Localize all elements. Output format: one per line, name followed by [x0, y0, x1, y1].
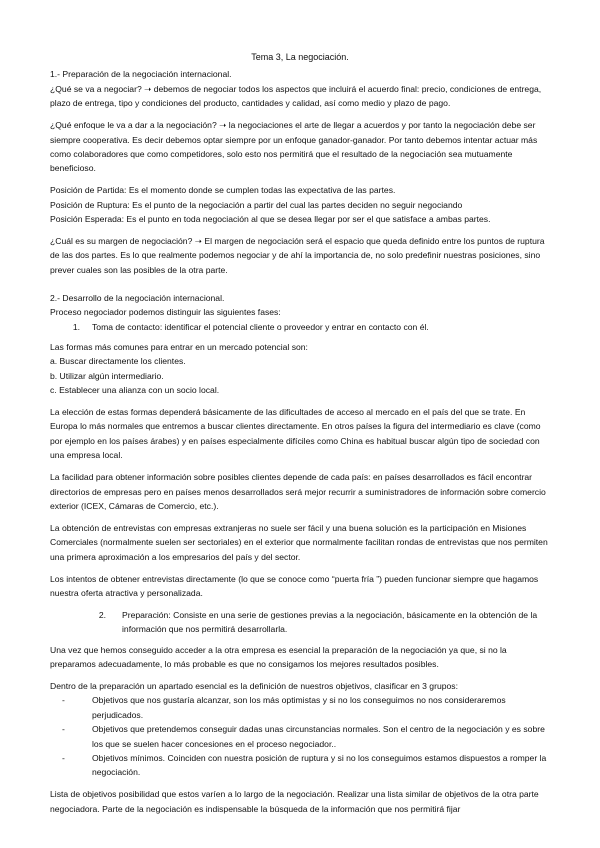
form-a: a. Buscar directamente los clientes. [50, 356, 186, 367]
forms-block [50, 340, 550, 398]
phase-1-text: Toma de contacto: identificar el potencial cliente o proveedor y entrar en contacto con él. [92, 321, 429, 332]
positions-block [50, 183, 550, 226]
posicion-ruptura: Posición de Ruptura: Es el punto de la negociación a partir del cual las partes deciden no seguir negociando [50, 199, 463, 210]
paragraph-facilidad: La facilidad para obtener información sobre posibles clientes depende de cada país: en países desarrollados es fácil encontrar directorios de empresas pero en países menos desarrollados será mejor recurrir a suministradores de información sobre comercio exterior (ICEX, Cámaras de Comercio, etc.). [50, 472, 546, 511]
document-title: Tema 3, La negociación. [251, 52, 349, 62]
phase-2-item [50, 608, 550, 637]
section-2-intro: Proceso negociador podemos distinguir las siguientes fases: [50, 307, 281, 318]
paragraph-lista-objetivos: Lista de objetivos posibilidad que estos varíen a lo largo de la negociación. Realizar una lista similar de objetivos de la otra parte negociadora. Parte de la negociación es indispensable la búsqueda de la información que nos permitirá fijar [50, 789, 539, 814]
objective-text: Objetivos mínimos. Coinciden con nuestra posición de ruptura y si no los conseguimos estamos dispuestos a romper la negociación. [92, 753, 547, 778]
phase-2-number: 2. [98, 609, 106, 620]
forms-intro: Las formas más comunes para entrar en un mercado potencial son: [50, 341, 308, 352]
objectives-list [50, 693, 550, 779]
posicion-esperada: Posición Esperada: Es el punto en toda negociación al que se desea llegar por ser el que satisface a ambas partes. [50, 214, 491, 225]
form-c: c. Establecer una alianza con un socio local. [50, 385, 220, 396]
document-page [50, 50, 550, 824]
objective-text: Objetivos que pretendemos conseguir dadas unas circunstancias normales. Son el centro de la negociación y es sobre los que se suelen hacer concesiones en el proceso negociador.. [92, 724, 545, 749]
list-item [50, 751, 550, 780]
paragraph-eleccion: La elección de estas formas dependerá básicamente de las dificultades de acceso al mercado en el país del que se trate. En Europa lo más normales que entremos a buscar clientes directamente. En otros países la figura del intermediario es clave (como por ejemplo en los países árabes) y en países especialmente difíciles como China es habitual buscar algún tipo de sociedad con una empresa local. [50, 407, 541, 461]
phase-2-text: Preparación: Consiste en una serie de gestiones previas a la negociación, básicamente en la obtención de la información que nos permitirá desarrollarla. [122, 609, 538, 635]
posicion-partida: Posición de Partida: Es el momento donde se cumplen todas las expectativa de las partes. [50, 185, 396, 196]
section-1-heading: 1.- Preparación de la negociación internacional. [50, 69, 232, 80]
paragraph-objetivos-intro: Dentro de la preparación un apartado esencial es la definición de nuestros objetivos, clasificar en 3 grupos: [50, 681, 458, 692]
phase-1-item [50, 320, 550, 334]
section-2-heading: 2.- Desarrollo de la negociación internacional. [50, 292, 225, 303]
objective-text: Objetivos que nos gustaría alcanzar, son los más optimistas y si no los conseguimos no nos consideraremos perjudicados. [92, 695, 506, 720]
paragraph-que-negociar: ¿Qué se va a negociar? ➝ debemos de negociar todos los aspectos que incluirá el acuerdo final: precio, condiciones de entrega, plazo de entrega, tipo y condiciones del producto, cantidades y calidad, así como medio y plazo de pago. [50, 83, 542, 109]
list-item [50, 693, 550, 722]
bullet-marker: - [62, 753, 65, 764]
paragraph-enfoque: ¿Qué enfoque le va a dar a la negociación? ➝ la negociaciones el arte de llegar a acuerdos y por tanto la negociación debe ser siempre cooperativa. Es decir debemos optar siempre por un enfoque ganador-ganador. Por tanto debemos intentar actuar más como colaboradores que como competidores, solo esto nos permitirá que el resultado de la negociación sea mutuamente beneficioso. [50, 120, 538, 174]
paragraph-preparacion: Una vez que hemos conseguido acceder a la otra empresa es esencial la preparación de la negociación ya que, si no la preparamos adecuadamente, lo más probable es que no consigamos los mejores resultados posibles. [50, 644, 507, 670]
bullet-marker: - [62, 724, 65, 735]
list-item [50, 722, 550, 751]
form-b: b. Utilizar algún intermediario. [50, 370, 164, 381]
paragraph-margen: ¿Cuál es su margen de negociación? ➝ El margen de negociación será el espacio que queda definido entre los puntos de ruptura de las dos partes. Es lo que realmente podemos negociar y de ahí la importancia de, no solo predefinir nuestras posiciones, sino prever cuales son las posibles de la otra parte. [50, 235, 545, 275]
paragraph-puerta-fria: Los intentos de obtener entrevistas directamente (lo que se conoce como “puerta fría ”) pueden funcionar siempre que hagamos nuestra oferta atractiva y personalizada. [50, 573, 539, 598]
paragraph-entrevistas: La obtención de entrevistas con empresas extranjeras no suele ser fácil y una buena solución es la participación en Misiones Comerciales (normalmente suelen ser sectoriales) en el exterior que normalmente facilitan rondas de entrevistas que nos permiten una primera aproximación a los empresarios del país y del sector. [50, 522, 548, 562]
bullet-marker: - [62, 695, 65, 706]
phase-1-number: 1. [72, 321, 80, 332]
